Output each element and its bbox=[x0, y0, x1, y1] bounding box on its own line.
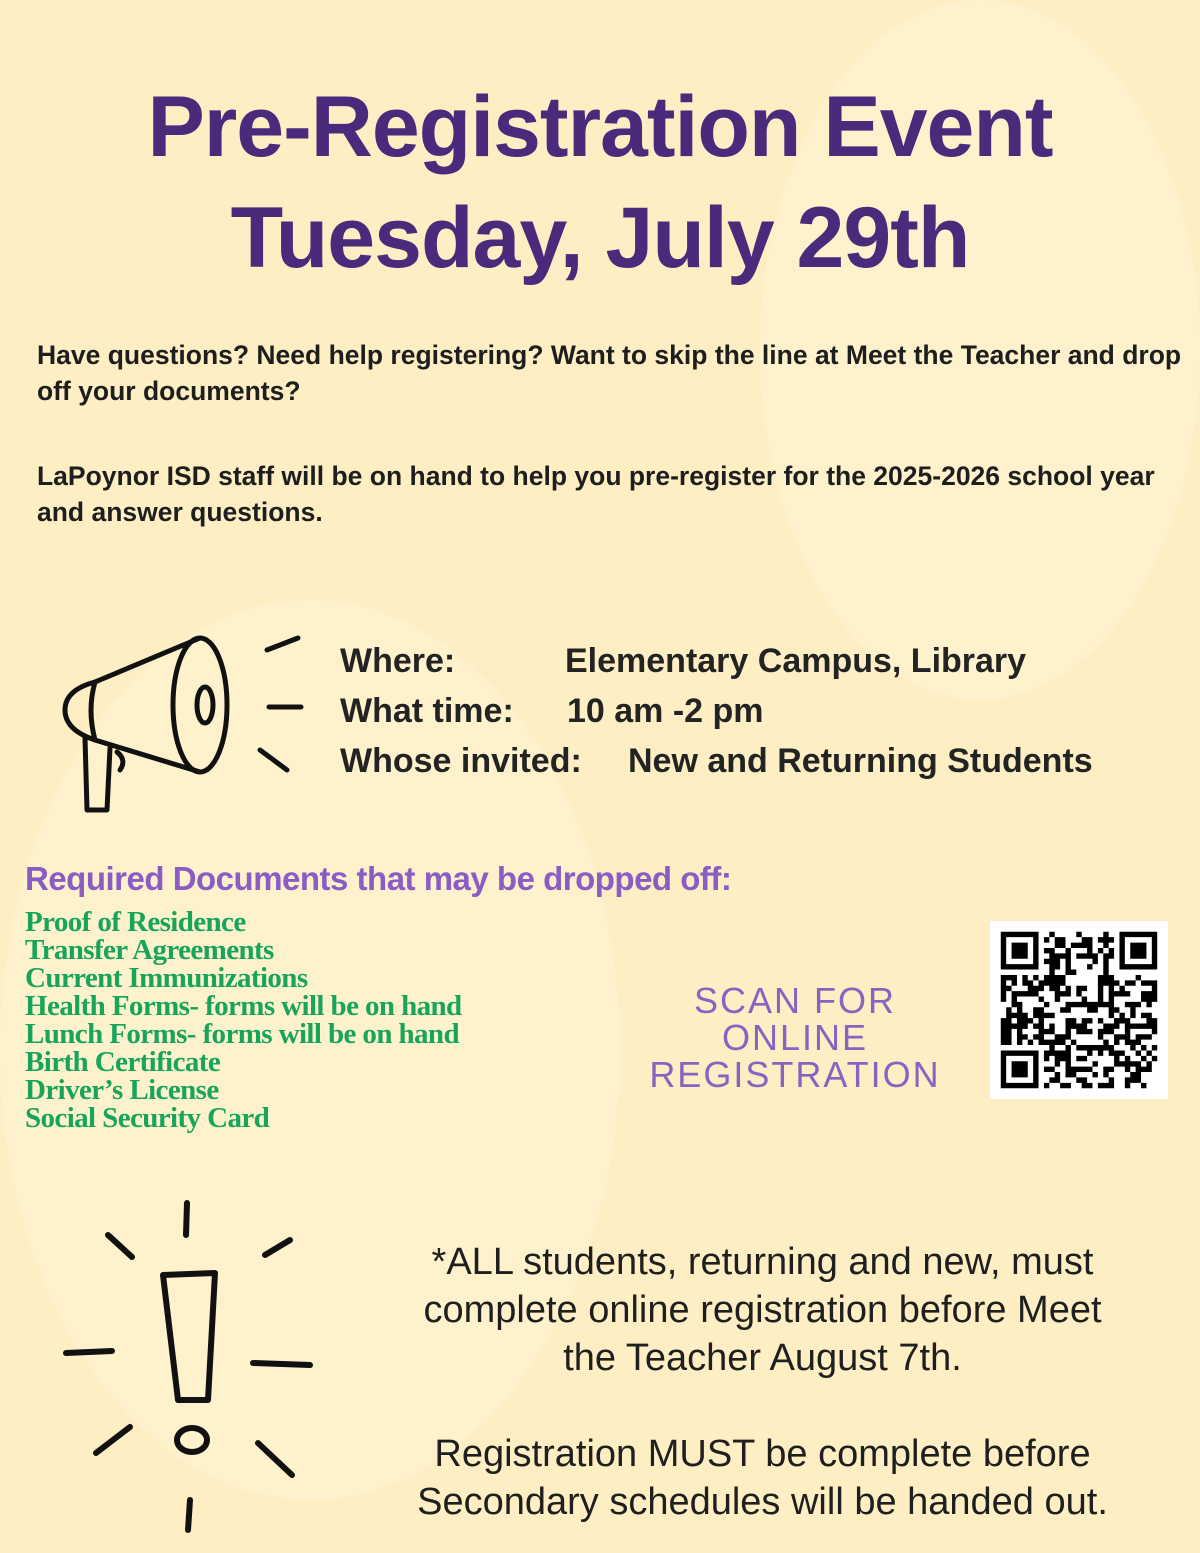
detail-label: Where: bbox=[340, 642, 456, 680]
detail-time bbox=[340, 686, 1093, 736]
list-item: Social Security Card bbox=[25, 1102, 270, 1134]
scan-caption bbox=[620, 982, 970, 1093]
documents-heading: Required Documents that may be dropped off: bbox=[25, 860, 732, 897]
qr-modules bbox=[1001, 932, 1157, 1088]
list-item: Proof of Residence bbox=[25, 906, 246, 938]
notice-line: complete online registration before Meet bbox=[423, 1289, 1102, 1331]
detail-value: New and Returning Students bbox=[628, 742, 1093, 780]
scan-line: ONLINE bbox=[721, 1017, 869, 1058]
event-details bbox=[340, 636, 1093, 786]
detail-label: What time: bbox=[340, 692, 514, 730]
list-item: Driver’s License bbox=[25, 1074, 219, 1106]
intro-staff: LaPoynor ISD staff will be on hand to help you pre-register for the 2025-2026 school year and answer questions. bbox=[37, 461, 1155, 527]
notice-line: *ALL students, returning and new, must bbox=[431, 1241, 1094, 1283]
scan-line: REGISTRATION bbox=[649, 1054, 941, 1095]
event-date: Tuesday, July 29th bbox=[230, 190, 970, 286]
scan-line: SCAN FOR bbox=[693, 980, 896, 1021]
qr-code-image bbox=[990, 921, 1168, 1099]
detail-value: 10 am -2 pm bbox=[567, 692, 764, 730]
megaphone-icon bbox=[55, 630, 305, 820]
registration-notice bbox=[330, 1238, 1195, 1526]
detail-where bbox=[340, 636, 1093, 686]
list-item: Health Forms- forms will be on hand bbox=[25, 990, 462, 1022]
notice-line: the Teacher August 7th. bbox=[563, 1337, 962, 1379]
detail-label: Whose invited: bbox=[340, 742, 582, 780]
list-item: Birth Certificate bbox=[25, 1046, 221, 1078]
list-item: Transfer Agreements bbox=[25, 934, 274, 966]
detail-invited bbox=[340, 736, 1093, 786]
exclamation-icon bbox=[60, 1195, 320, 1540]
list-item: Lunch Forms- forms will be on hand bbox=[25, 1018, 459, 1050]
notice-line: Registration MUST be complete before bbox=[434, 1433, 1091, 1475]
documents-list bbox=[25, 908, 462, 1132]
notice-line: Secondary schedules will be handed out. bbox=[417, 1481, 1108, 1523]
list-item: Current Immunizations bbox=[25, 962, 308, 994]
qr-code[interactable] bbox=[990, 921, 1168, 1099]
intro-questions: Have questions? Need help registering? Want to skip the line at Meet the Teacher and drop off your documents? bbox=[37, 340, 1182, 406]
event-title: Pre-Registration Event bbox=[147, 79, 1053, 175]
detail-value: Elementary Campus, Library bbox=[565, 642, 1027, 680]
